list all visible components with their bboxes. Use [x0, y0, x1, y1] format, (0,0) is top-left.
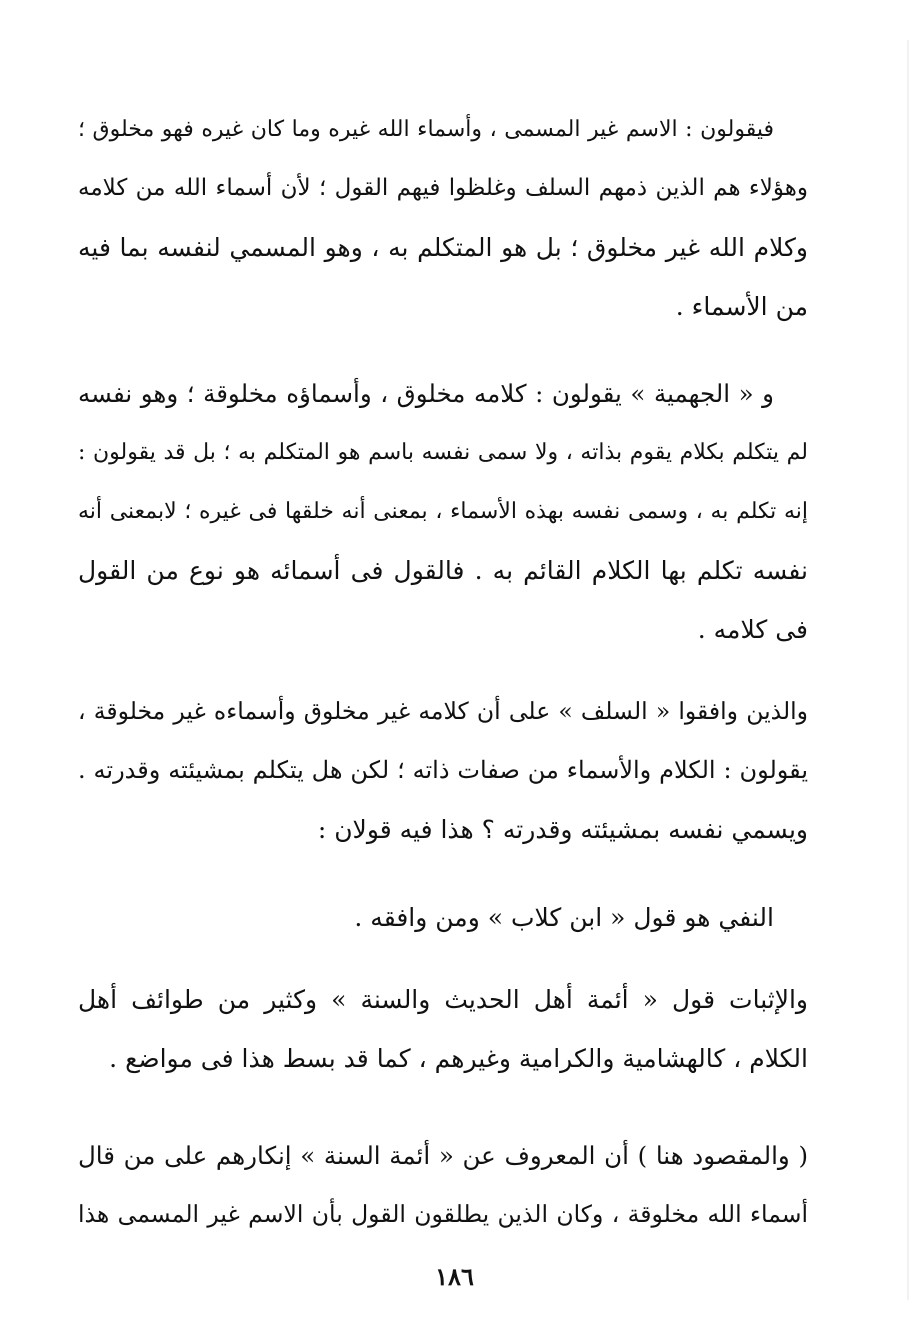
text-line: وكلام الله غير مخلوق ؛ بل هو المتكلم به ، وهو المسمي لنفسه بما فيه	[78, 233, 808, 262]
paragraph-3	[78, 682, 808, 859]
text-line: والذين وافقوا « السلف » على أن كلامه غير مخلوق وأسماءه غير مخلوقة ،	[78, 697, 808, 725]
text-line: ( والمقصود هنا ) أن المعروف عن « أئمة السنة » إنكارهم على من قال	[78, 1141, 808, 1170]
text-line: وهؤلاء هم الذين ذمهم السلف وغلظوا فيهم القول ؛ لأن أسماء الله من كلامه	[78, 175, 808, 201]
text-line: أسماء الله مخلوقة ، وكان الذين يطلقون القول بأن الاسم غير المسمى هذا	[78, 1200, 808, 1228]
paragraph-4	[78, 888, 808, 947]
text-line: من الأسماء .	[675, 292, 808, 321]
text-line: و « الجهمية » يقولون : كلامه مخلوق ، وأسماؤه مخلوقة ؛ وهو نفسه	[78, 379, 774, 408]
text-line: نفسه تكلم بها الكلام القائم به . فالقول فى أسمائه هو نوع من القول	[78, 556, 808, 585]
text-line: يقولون : الكلام والأسماء من صفات ذاته ؛ لكن هل يتكلم بمشيئته وقدرته .	[78, 756, 808, 784]
text-line: الكلام ، كالهشامية والكرامية وغيرهم ، كما قد بسط هذا فى مواضع .	[109, 1044, 808, 1073]
paragraph-1	[78, 100, 808, 336]
page-number: ١٨٦	[435, 1262, 474, 1291]
text-line: ويسمي نفسه بمشيئته وقدرته ؟ هذا فيه قولان :	[317, 815, 808, 844]
paragraph-5	[78, 970, 808, 1088]
paragraph-2	[78, 364, 808, 659]
paragraph-6	[78, 1126, 808, 1244]
text-line: والإثبات قول « أئمة أهل الحديث والسنة » وكثير من طوائف أهل	[78, 985, 808, 1014]
text-line: فى كلامه .	[697, 615, 808, 644]
text-line: لم يتكلم بكلام يقوم بذاته ، ولا سمى نفسه باسم هو المتكلم به ؛ بل قد يقولون :	[78, 440, 808, 465]
text-line: النفي هو قول « ابن كلاب » ومن وافقه .	[354, 903, 774, 932]
text-line: إنه تكلم به ، وسمى نفسه بهذه الأسماء ، بمعنى أنه خلقها فى غيره ؛ لابمعنى أنه	[78, 499, 808, 524]
text-line: فيقولون : الاسم غير المسمى ، وأسماء الله غيره وما كان غيره فهو مخلوق ؛	[78, 117, 774, 142]
